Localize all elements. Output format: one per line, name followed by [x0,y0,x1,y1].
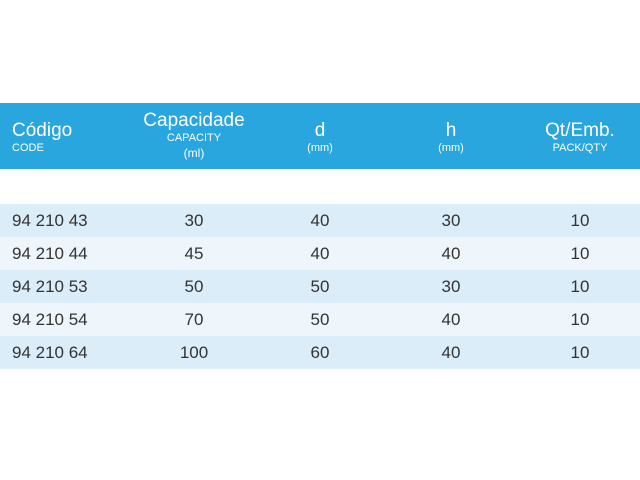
table-row [0,303,640,336]
cell-h: 40 [441,310,461,329]
cell-qty: 10 [570,211,590,230]
cell-d: 50 [310,277,330,296]
header-qty-label: Qt/Emb. [545,120,615,141]
header-spacer [0,169,640,204]
table-row [0,204,640,237]
header-d-label: d [314,120,326,141]
cell-capacity: 100 [179,343,209,362]
cell-qty: 10 [570,244,590,263]
cell-code: 94 210 53 [12,277,88,296]
cell-code: 94 210 43 [12,211,88,230]
table-row [0,237,640,270]
header-capacity-sublabel: CAPACITY [166,132,222,144]
header-qty-sublabel: PACK/QTY [552,142,608,154]
cell-capacity: 30 [184,211,204,230]
cell-qty: 10 [570,343,590,362]
header-capacity [138,103,250,169]
cell-capacity: 50 [184,277,204,296]
cell-code: 94 210 54 [12,310,88,329]
header-code-sublabel: CODE [12,142,44,154]
cell-d: 50 [310,310,330,329]
cell-d: 40 [310,244,330,263]
header-capacity-label: Capacidade [143,110,245,131]
table-row [0,336,640,369]
cell-capacity: 70 [184,310,204,329]
cell-code: 94 210 64 [12,343,88,362]
header-h-label: h [445,120,457,141]
cell-h: 40 [441,244,461,263]
header-d-unit: (mm) [307,142,333,154]
header-capacity-unit: (ml) [183,146,205,160]
cell-qty: 10 [570,310,590,329]
cell-d: 60 [310,343,330,362]
header-h-unit: (mm) [438,142,464,154]
cell-h: 30 [441,211,461,230]
header-code-label: Código [12,120,73,141]
table-header [0,103,640,169]
cell-d: 40 [310,211,330,230]
product-table [0,103,640,369]
header-qty [534,103,626,169]
cell-capacity: 45 [184,244,204,263]
cell-code: 94 210 44 [12,244,88,263]
header-d [290,103,350,169]
cell-qty: 10 [570,277,590,296]
table-row [0,270,640,303]
cell-h: 40 [441,343,461,362]
header-code [12,103,72,169]
header-h [421,103,481,169]
cell-h: 30 [441,277,461,296]
